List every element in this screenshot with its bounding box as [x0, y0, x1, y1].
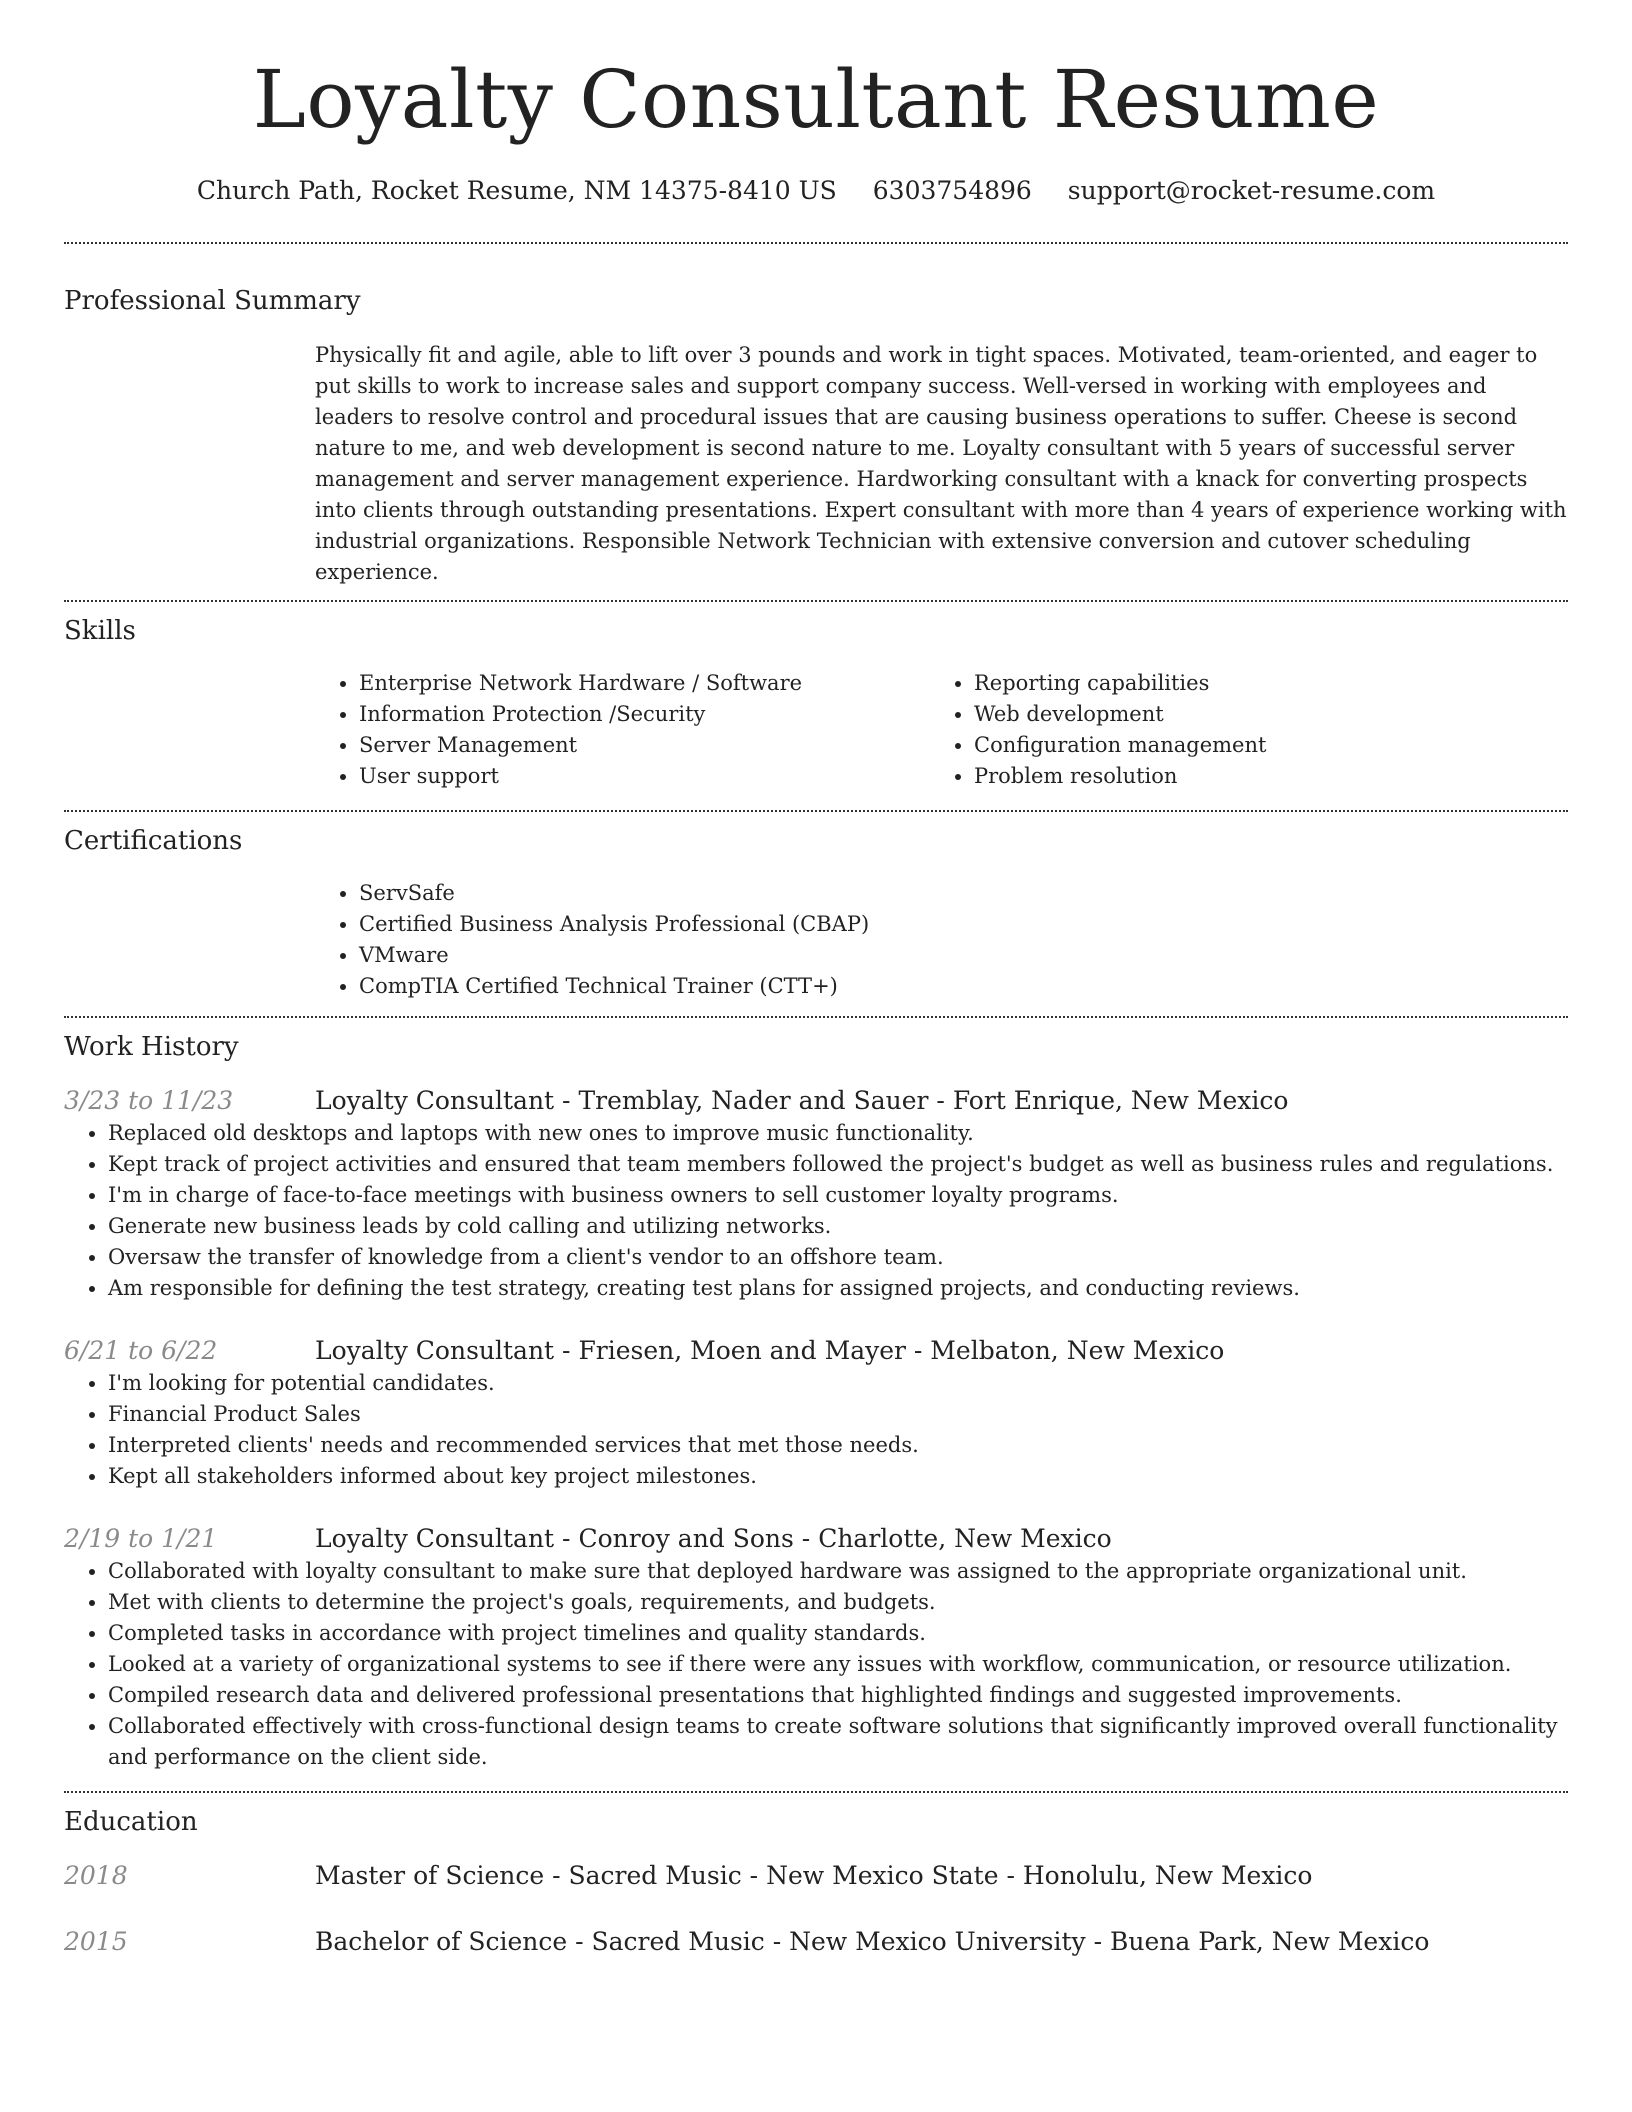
- contact-phone: 6303754896: [872, 176, 1032, 205]
- job-bullets: [64, 1118, 1568, 1304]
- section-divider: [64, 810, 1568, 812]
- job-title: Loyalty Consultant - Tremblay, Nader and Sauer - Fort Enrique, New Mexico: [315, 1086, 1289, 1115]
- section-divider: [64, 600, 1568, 602]
- job-header: [64, 1084, 1568, 1118]
- summary-section: [64, 284, 1568, 588]
- section-divider: [64, 242, 1568, 244]
- job-bullet: • I'm in charge of face-to-face meetings with business owners to sell customer loyalty programs.: [108, 1180, 1568, 1211]
- certification-item: • CompTIA Certified Technical Trainer (CTT+): [359, 971, 1568, 1002]
- resume-title: Loyalty Consultant Resume: [252, 53, 1380, 146]
- education-entry: [64, 1925, 1568, 1959]
- summary-body: [315, 340, 1568, 588]
- job-title: Loyalty Consultant - Conroy and Sons - Charlotte, New Mexico: [315, 1524, 1112, 1553]
- skills-list-left: [315, 668, 930, 792]
- skill-item: • Reporting capabilities: [974, 668, 1568, 699]
- job-bullet: • Met with clients to determine the project's goals, requirements, and budgets.: [108, 1587, 1568, 1618]
- section-divider: [64, 1791, 1568, 1793]
- job-bullet: • Completed tasks in accordance with project timelines and quality standards.: [108, 1618, 1568, 1649]
- skills-list-right: [930, 668, 1568, 792]
- job-entry: [64, 1522, 1568, 1773]
- skill-item: • User support: [359, 761, 930, 792]
- job-header: [64, 1334, 1568, 1368]
- job-bullets: [64, 1368, 1568, 1492]
- skill-item: • Enterprise Network Hardware / Software: [359, 668, 930, 699]
- certifications-body: [315, 878, 1568, 1002]
- job-bullets: [64, 1556, 1568, 1773]
- job-header: [64, 1522, 1568, 1556]
- job-dates: 6/21 to 6/22: [64, 1336, 218, 1365]
- job-bullet: • Generate new business leads by cold calling and utilizing networks.: [108, 1211, 1568, 1242]
- section-title-skills: Skills: [64, 616, 136, 646]
- job-bullet: • Oversaw the transfer of knowledge from a client's vendor to an offshore team.: [108, 1242, 1568, 1273]
- section-title-summary: Professional Summary: [64, 286, 361, 316]
- work-history-section: [64, 1030, 1568, 1773]
- certification-item: • ServSafe: [359, 878, 1568, 909]
- job-entry: [64, 1334, 1568, 1492]
- skill-item: • Web development: [974, 699, 1568, 730]
- contact-address: Church Path, Rocket Resume, NM 14375-8410 US: [196, 176, 837, 205]
- job-bullet: • Kept track of project activities and ensured that team members followed the project's budget as well as business rules and regulations.: [108, 1149, 1568, 1180]
- job-bullet: • Looked at a variety of organizational systems to see if there were any issues with workflow, communication, or resource utilization.: [108, 1649, 1568, 1680]
- job-title: Loyalty Consultant - Friesen, Moen and Mayer - Melbaton, New Mexico: [315, 1336, 1225, 1365]
- skill-item: • Server Management: [359, 730, 930, 761]
- education-section: [64, 1805, 1568, 1959]
- job-bullet: • Interpreted clients' needs and recommended services that met those needs.: [108, 1430, 1568, 1461]
- skill-item: • Information Protection /Security: [359, 699, 930, 730]
- job-bullet: • Collaborated with loyalty consultant to make sure that deployed hardware was assigned to the appropriate organizational unit.: [108, 1556, 1568, 1587]
- certification-item: • VMware: [359, 940, 1568, 971]
- certifications-section: [64, 824, 1568, 1002]
- section-title-education: Education: [64, 1807, 198, 1837]
- education-year: 2018: [64, 1861, 128, 1890]
- education-degree: Master of Science - Sacred Music - New Mexico State - Honolulu, New Mexico: [315, 1861, 1313, 1890]
- skills-grid: [315, 668, 1568, 792]
- job-bullet: • Am responsible for defining the test strategy, creating test plans for assigned projects, and conducting reviews.: [108, 1273, 1568, 1304]
- education-year: 2015: [64, 1927, 128, 1956]
- summary-text: Physically fit and agile, able to lift over 3 pounds and work in tight spaces. Motivated, team-oriented, and eager to put skills to work to increase sales and support company success. Well-versed in working with employees and leaders to resolve control and procedural issues that are causing business operations to suffer. Cheese is second nature to me, and web development is second nature to me. Loyalty consultant with 5 years of successful server management and server management experience. Hardworking consultant with a knack for converting prospects into clients through outstanding presentations. Expert consultant with more than 4 years of experience working with industrial organizations. Responsible Network Technician with extensive conversion and cutover scheduling experience.: [315, 343, 1567, 584]
- skill-item: • Problem resolution: [974, 761, 1568, 792]
- section-title-certifications: Certifications: [64, 826, 243, 856]
- job-bullet: • Financial Product Sales: [108, 1399, 1568, 1430]
- job-bullet: • I'm looking for potential candidates.: [108, 1368, 1568, 1399]
- job-bullet: • Replaced old desktops and laptops with new ones to improve music functionality.: [108, 1118, 1568, 1149]
- job-dates: 3/23 to 11/23: [64, 1086, 234, 1115]
- skills-section: [64, 614, 1568, 792]
- section-title-work-history: Work History: [64, 1032, 239, 1062]
- contact-line: [64, 174, 1568, 208]
- job-bullet: • Compiled research data and delivered professional presentations that highlighted findings and suggested improvements.: [108, 1680, 1568, 1711]
- job-dates: 2/19 to 1/21: [64, 1524, 218, 1553]
- certification-item: • Certified Business Analysis Professional (CBAP): [359, 909, 1568, 940]
- education-entry: [64, 1859, 1568, 1893]
- certifications-list: [315, 878, 1568, 1002]
- contact-email: support@rocket-resume.com: [1067, 176, 1436, 205]
- job-entry: [64, 1084, 1568, 1304]
- section-divider: [64, 1016, 1568, 1018]
- education-degree: Bachelor of Science - Sacred Music - New Mexico University - Buena Park, New Mexico: [315, 1927, 1430, 1956]
- job-bullet: • Collaborated effectively with cross-functional design teams to create software solutions that significantly improved overall functionality and performance on the client side.: [108, 1711, 1568, 1773]
- skill-item: • Configuration management: [974, 730, 1568, 761]
- job-bullet: • Kept all stakeholders informed about key project milestones.: [108, 1461, 1568, 1492]
